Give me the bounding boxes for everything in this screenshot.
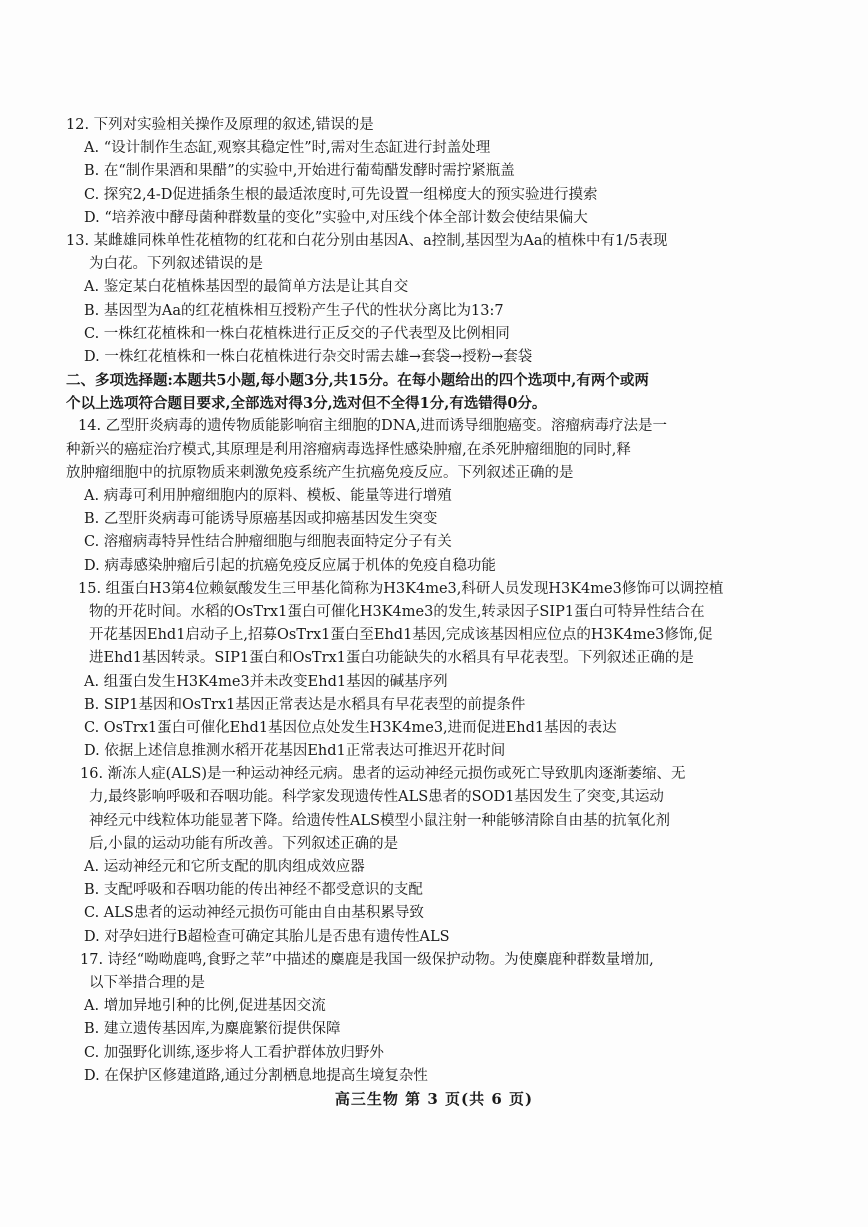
q15-stem-line-1: 15. 组蛋白H3第4位赖氨酸发生三甲基化简称为H3K4me3,科研人员发现H3K4me3修饰可以调控植: [78, 580, 724, 597]
q17-option-a: A. 增加异地引种的比例,促进基因交流: [84, 998, 326, 1015]
q16-stem-line-1: 16. 渐冻人症(ALS)是一种运动神经元病。患者的运动神经元损伤或死亡导致肌肉逐渐萎缩、无: [80, 766, 686, 783]
q14-stem-line-2: 种新兴的癌症治疗模式,其原理是利用溶瘤病毒选择性感染肿瘤,在杀死肿瘤细胞的同时,释: [66, 441, 631, 458]
q14-option-c: C. 溶瘤病毒特异性结合肿瘤细胞与细胞表面特定分子有关: [84, 534, 452, 551]
q14-stem-line-1: 14. 乙型肝炎病毒的遗传物质能影响宿主细胞的DNA,进而诱导细胞癌变。溶瘤病毒疗法是一: [78, 418, 668, 435]
q14-stem-line-3: 放肿瘤细胞中的抗原物质来刺激免疫系统产生抗癌免疫反应。下列叙述正确的是: [66, 464, 574, 481]
q12-stem: 12. 下列对实验相关操作及原理的叙述,错误的是: [66, 117, 374, 133]
q14-option-d: D. 病毒感染肿瘤后引起的抗癌免疫反应属于机体的免疫自稳功能: [84, 557, 496, 574]
q15-option-b: B. SIP1基因和OsTrx1基因正常表达是水稻具有早花表型的前提条件: [84, 696, 526, 713]
q12-option-d: D. “培养液中酵母菌种群数量的变化”实验中,对压线个体全部计数会使结果偏大: [84, 209, 588, 226]
q13-option-d: D. 一株红花植株和一株白花植株进行杂交时需去雄→套袋→授粉→套袋: [84, 348, 533, 365]
q17-stem-line-1: 17. 诗经“呦呦鹿鸣,食野之苹”中描述的麋鹿是我国一级保护动物。为使麋鹿种群数量增加,: [80, 951, 654, 968]
q16-option-c: C. ALS患者的运动神经元损伤可能由自由基积累导致: [84, 905, 424, 922]
q12-option-b: B. 在“制作果酒和果醋”的实验中,开始进行葡萄醋发酵时需拧紧瓶盖: [84, 163, 515, 180]
q15-stem-line-4: 进Ehd1基因转录。SIP1蛋白和OsTrx1蛋白功能缺失的水稻具有早花表型。下列叙述正确的是: [89, 650, 694, 667]
q17-option-d: D. 在保护区修建道路,通过分割栖息地提高生境复杂性: [84, 1067, 428, 1084]
q14-option-a: A. 病毒可利用肿瘤细胞内的原料、模板、能量等进行增殖: [84, 488, 452, 504]
q16-stem-line-3: 神经元中线粒体功能显著下降。给遗传性ALS模型小鼠注射一种能够清除自由基的抗氧化剂: [89, 812, 671, 829]
q16-option-d: D. 对孕妇进行B超检查可确定其胎儿是否患有遗传性ALS: [84, 928, 450, 945]
q13-option-c: C. 一株红花植株和一株白花植株进行正反交的子代表型及比例相同: [84, 325, 510, 342]
q17-option-b: B. 建立遗传基因库,为麋鹿繁衍提供保障: [84, 1021, 341, 1038]
q13-stem-line-1: 13. 某雌雄同株单性花植物的红花和白花分别由基因A、a控制,基因型为Aa的植株中有1/5表现: [66, 232, 668, 249]
q12-option-a: A. “设计制作生态缸,观察其稳定性”时,需对生态缸进行封盖处理: [84, 140, 491, 157]
q16-option-b: B. 支配呼吸和吞咽功能的传出神经不都受意识的支配: [84, 882, 423, 899]
q17-option-c: C. 加强野化训练,逐步将人工看护群体放归野外: [84, 1044, 384, 1061]
q15-option-a: A. 组蛋白发生H3K4me3并未改变Ehd1基因的碱基序列: [84, 673, 448, 690]
section-2-instructions: 个以上选项符合题目要求,全部选对得3分,选对但不全得1分,有选错得0分。: [66, 395, 547, 413]
q17-stem-line-2: 以下举措合理的是: [89, 974, 205, 991]
q13-option-b: B. 基因型为Aa的红花植株相互授粉产生子代的性状分离比为13:7: [84, 302, 504, 319]
q14-option-b: B. 乙型肝炎病毒可能诱导原癌基因或抑癌基因发生突变: [84, 511, 438, 528]
q16-stem-line-2: 力,最终影响呼吸和吞咽功能。科学家发现遗传性ALS患者的SOD1基因发生了突变,其运动: [89, 789, 664, 806]
q15-stem-line-3: 开花基因Ehd1启动子上,招募OsTrx1蛋白至Ehd1基因,完成该基因相应位点的H3K4me3修饰,促: [89, 627, 713, 644]
q12-option-c: C. 探究2,4-D促进插条生根的最适浓度时,可先设置一组梯度大的预实验进行摸索: [84, 186, 598, 203]
question-area: [66, 114, 746, 1088]
q13-option-a: A. 鉴定某白花植株基因型的最简单方法是让其自交: [84, 279, 409, 296]
page-footer: 高三生物 第 3 页(共 6 页): [334, 1090, 534, 1108]
q15-option-d: D. 依据上述信息推测水稻开花基因Ehd1正常表达可推迟开花时间: [84, 743, 506, 760]
section-2-heading: 二、多项选择题:本题共5小题,每小题3分,共15分。在每小题给出的四个选项中,有两个或两: [66, 372, 649, 390]
q15-stem-line-2: 物的开花时间。水稻的OsTrx1蛋白可催化H3K4me3的发生,转录因子SIP1蛋白可特异性结合在: [89, 603, 705, 620]
q15-option-c: C. OsTrx1蛋白可催化Ehd1基因位点处发生H3K4me3,进而促进Ehd1基因的表达: [84, 719, 617, 736]
q13-stem-line-2: 为白花。下列叙述错误的是: [89, 256, 263, 273]
q16-stem-line-4: 后,小鼠的运动功能有所改善。下列叙述正确的是: [89, 835, 399, 852]
q16-option-a: A. 运动神经元和它所支配的肌肉组成效应器: [84, 859, 365, 875]
